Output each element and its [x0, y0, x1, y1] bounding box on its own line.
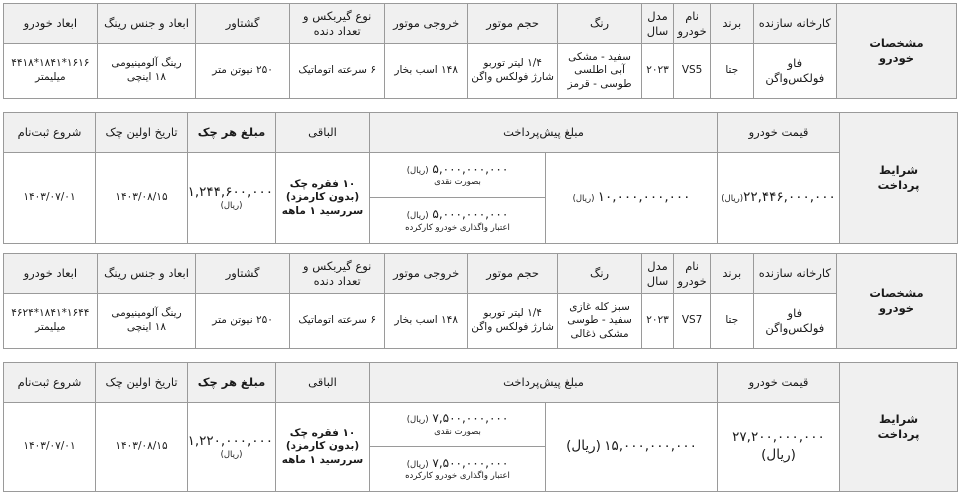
header-engine-volume: حجم موتور	[467, 4, 558, 44]
header-engine-output: خروجی موتور	[385, 254, 467, 294]
vs5-gearbox: ۶ سرعته اتوماتیک	[289, 44, 385, 99]
vs5-rim: رینگ آلومینیومی ۱۸ اینچی	[97, 44, 196, 99]
vs7-first-check: ۱۴۰۳/۰۸/۱۵	[96, 403, 188, 492]
vs7-check-amount: ۱,۲۲۰,۰۰۰,۰۰۰ (ریال)	[188, 403, 276, 492]
header-model-year: مدل سال	[641, 254, 674, 294]
header-remaining: الباقی	[276, 113, 370, 153]
header-color: رنگ	[558, 4, 641, 44]
vs7-torque: ۲۵۰ نیوتن متر	[196, 294, 290, 349]
header-gearbox: نوع گیربکس و تعداد دنده	[289, 254, 385, 294]
vs5-reg-start: ۱۴۰۳/۰۷/۰۱	[4, 153, 96, 244]
vs5-first-check: ۱۴۰۳/۰۸/۱۵	[96, 153, 188, 244]
header-maker: کارخانه سازنده	[753, 254, 836, 294]
vs7-dimensions: ۱۶۴۴*۱۸۴۱*۴۶۲۴ میلیمتر	[4, 294, 98, 349]
header-brand: برند	[710, 254, 753, 294]
payment-section-label: شرایط پرداخت	[840, 113, 958, 244]
header-brand: برند	[710, 4, 753, 44]
vs5-prepay-total: ۱۰,۰۰۰,۰۰۰,۰۰۰ (ریال)	[546, 153, 718, 244]
header-torque: گشتاور	[196, 254, 290, 294]
header-torque: گشتاور	[196, 4, 290, 44]
header-engine-volume: حجم موتور	[467, 254, 558, 294]
vs7-prepay-total: ۱۵,۰۰۰,۰۰۰,۰۰۰ (ریال)	[546, 403, 718, 492]
header-maker: کارخانه سازنده	[753, 4, 836, 44]
header-first-check: تاریخ اولین چک	[96, 113, 188, 153]
header-engine-output: خروجی موتور	[385, 4, 467, 44]
header-model-year: مدل سال	[641, 4, 674, 44]
header-first-check: تاریخ اولین چک	[96, 363, 188, 403]
vs7-maker: فاو فولکس‌واگن	[753, 294, 836, 349]
header-rim: ابعاد و جنس رینگ	[97, 254, 196, 294]
vs7-price: ۲۷,۲۰۰,۰۰۰,۰۰۰ (ریال)	[718, 403, 840, 492]
header-prepayment: مبلغ پیش‌پرداخت	[370, 113, 718, 153]
vs5-payment-table	[3, 112, 957, 244]
vs7-prepay-cash: ۷,۵۰۰,۰۰۰,۰۰۰ (ریال) بصورت نقدی	[370, 403, 546, 447]
vs7-power: ۱۴۸ اسب بخار	[385, 294, 467, 349]
vs7-payment-table	[3, 362, 957, 492]
vs7-engine: ۱/۴ لیتر توربو شارژ فولکس واگن	[467, 294, 558, 349]
header-dimensions: ابعاد خودرو	[4, 254, 98, 294]
vs5-dimensions: ۱۶۱۶*۱۸۴۱*۴۴۱۸ میلیمتر	[4, 44, 98, 99]
vs7-gearbox: ۶ سرعته اتوماتیک	[289, 294, 385, 349]
header-rim: ابعاد و جنس رینگ	[97, 4, 196, 44]
vs7-remaining: ۱۰ فقره چک (بدون کارمزد) سررسید ۱ ماهه	[276, 403, 370, 492]
vs7-specs-table	[3, 253, 957, 349]
vs7-name: VS7	[674, 294, 711, 349]
vs5-model-year: ۲۰۲۳	[641, 44, 674, 99]
vs5-engine: ۱/۴ لیتر توربو شارژ فولکس واگن	[467, 44, 558, 99]
header-registration-start: شروع ثبت‌نام	[4, 113, 96, 153]
header-check-amount: مبلغ هر چک	[188, 113, 276, 153]
header-dimensions: ابعاد خودرو	[4, 4, 98, 44]
vs5-colors: سفید - مشکی آبی اطلسی طوسی - قرمز	[558, 44, 641, 99]
header-gearbox: نوع گیربکس و تعداد دنده	[289, 4, 385, 44]
vs5-prepay-tradein: ۵,۰۰۰,۰۰۰,۰۰۰ (ریال) اعتبار واگذاری خودرو کارکرده	[370, 198, 546, 244]
header-price: قیمت خودرو	[718, 113, 840, 153]
vs7-prepay-tradein: ۷,۵۰۰,۰۰۰,۰۰۰ (ریال) اعتبار واگذاری خودرو کارکرده	[370, 447, 546, 492]
vs7-reg-start: ۱۴۰۳/۰۷/۰۱	[4, 403, 96, 492]
vs7-model-year: ۲۰۲۳	[641, 294, 674, 349]
header-price: قیمت خودرو	[718, 363, 840, 403]
payment-section-label: شرایط پرداخت	[840, 363, 958, 492]
vs5-brand: جتا	[710, 44, 753, 99]
header-remaining: الباقی	[276, 363, 370, 403]
vs5-specs-table	[3, 3, 957, 99]
vs7-brand: جتا	[710, 294, 753, 349]
vs5-prepay-cash: ۵,۰۰۰,۰۰۰,۰۰۰ (ریال) بصورت نقدی	[370, 153, 546, 198]
vs5-price: ۲۲,۴۴۶,۰۰۰,۰۰۰(ریال)	[718, 153, 840, 244]
vs5-torque: ۲۵۰ نیوتن متر	[196, 44, 290, 99]
specs-section-label: مشخصات خودرو	[837, 4, 957, 99]
header-prepayment: مبلغ پیش‌پرداخت	[370, 363, 718, 403]
header-car-name: نام خودرو	[674, 254, 711, 294]
vs5-remaining: ۱۰ فقره چک (بدون کارمزد) سررسید ۱ ماهه	[276, 153, 370, 244]
specs-section-label: مشخصات خودرو	[837, 254, 957, 349]
vs5-check-amount: ۱,۲۴۴,۶۰۰,۰۰۰ (ریال)	[188, 153, 276, 244]
header-color: رنگ	[558, 254, 641, 294]
vs5-power: ۱۴۸ اسب بخار	[385, 44, 467, 99]
vs7-rim: رینگ آلومینیومی ۱۸ اینچی	[97, 294, 196, 349]
vs5-name: VS5	[674, 44, 711, 99]
vs5-maker: فاو فولکس‌واگن	[753, 44, 836, 99]
header-car-name: نام خودرو	[674, 4, 711, 44]
vs7-colors: سبز کله غازی سفید - طوسی مشکی ذغالی	[558, 294, 641, 349]
header-check-amount: مبلغ هر چک	[188, 363, 276, 403]
header-registration-start: شروع ثبت‌نام	[4, 363, 96, 403]
